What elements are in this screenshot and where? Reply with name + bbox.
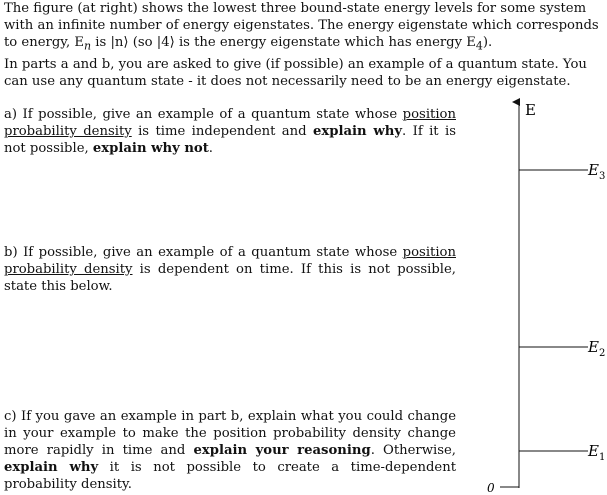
- question-a-text-4: .: [208, 141, 213, 156]
- energy-axis-label: E: [525, 101, 536, 119]
- question-a-text-3: . If it is not possible,: [4, 124, 456, 156]
- intro-text-3: ).: [482, 35, 493, 50]
- question-b-text: b) If possible, give an example of a quantum state whose: [4, 245, 403, 260]
- parts-intro-text: In parts a and b, you are asked to give (if possible) an example of a quantum state. You can use any quantum state - it does not necessarily need to be an energy eigenstate.: [4, 57, 587, 89]
- question-c: [4, 408, 456, 493]
- question-c-text: c) If you gave an example in part b, explain what you could change in your example to make the position probability density change more rapidly in time and: [4, 409, 456, 458]
- question-b-underlined: position probability density: [4, 245, 456, 277]
- question-c-text-2: . Otherwise,: [370, 443, 456, 458]
- question-c-bold-1: explain your reasoning: [193, 443, 371, 458]
- intro-subscript-4: 4: [475, 39, 483, 53]
- level-e1-label: $E_1$: [588, 442, 606, 463]
- question-a-bold-1: explain why: [313, 124, 403, 139]
- intro-text-1: The figure (at right) shows the lowest three bound-state energy levels for some system with an infinite number of energy eigenstates. The energy eigenstate which corresponds to energy, E: [4, 1, 599, 50]
- question-a-text: a) If possible, give an example of a quantum state whose: [4, 107, 403, 122]
- question-b: [4, 244, 456, 295]
- intro-paragraph: [4, 0, 600, 55]
- level-e2-label: $E_2$: [588, 338, 606, 359]
- zero-label: 0: [487, 481, 495, 495]
- level-e3-label: $E_3$: [588, 161, 606, 182]
- question-a-text-2: is time independent and: [131, 124, 313, 139]
- energy-level-diagram: [470, 96, 606, 495]
- question-a-underlined: position probability density: [4, 107, 456, 139]
- parts-intro-paragraph: [4, 56, 600, 90]
- intro-text-2: is |n⟩ (so |4⟩ is the energy eigenstate which has energy E: [91, 35, 476, 50]
- question-a-bold-2: explain why not: [92, 141, 209, 156]
- question-c-bold-2: explain why: [4, 460, 99, 475]
- intro-subscript-n: n: [84, 39, 92, 53]
- question-b-text-2: is dependent on time. If this is not possible, state this below.: [4, 262, 456, 294]
- question-a: [4, 106, 456, 157]
- question-c-text-3: it is not possible to create a time-dependent probability density.: [4, 460, 456, 492]
